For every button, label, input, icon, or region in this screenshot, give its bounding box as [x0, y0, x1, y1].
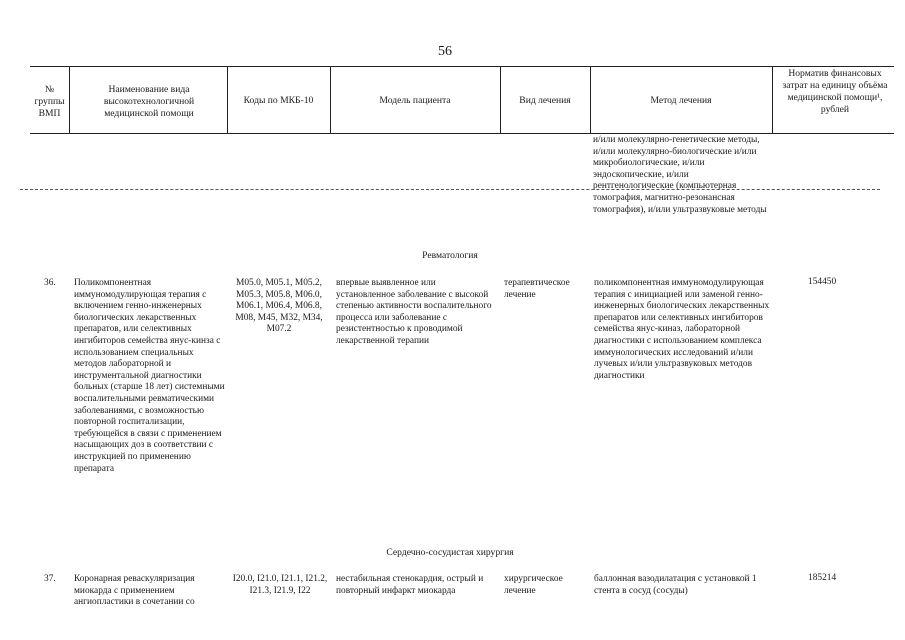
row-36-type: терапевтическое лечение: [504, 278, 570, 300]
header-type: Вид лечения: [519, 95, 571, 106]
row-36-num: 36.: [44, 278, 56, 288]
header-norm: Норматив финансовых затрат на единицу объёма медицинской помощи¹, рублей: [782, 68, 888, 115]
row-37-method: баллонная вазодилатация с установкой 1 стента в сосуд (сосуды): [594, 574, 757, 596]
row-36-method: поликомпонентная иммуномодулирующая терапия с инициацией или заменой генно-инженерных биологических лекарственных препаратов или селективных ингибиторов семейства янус-киназ, лабораторной диагностики с использованием комплекса иммунологических исследований и/или лучевых и/или ультразвуковых методов диагностики: [594, 278, 770, 381]
header-group-num: № группы ВМП: [34, 84, 65, 119]
row-37-name: Коронарная реваскуляризация миокарда с применением ангиопластики в сочетании со: [74, 574, 195, 608]
section-title-rheumatology: Ревматология: [422, 250, 478, 261]
col-divider-1: [69, 66, 70, 133]
row-36-icd: M05.0, M05.1, M05.2, M05.3, M05.8, M06.0, M06.1, M06.4, M06.8, M08, M45, M32, M34, M07.2: [235, 278, 323, 335]
scan-artifact-line: [20, 189, 880, 190]
header-method: Метод лечения: [650, 95, 712, 106]
method-continuation: и/или молекулярно-генетические методы, и/или молекулярно-биологические и/или микробиологические, и/или эндоскопические, и/или рентгенологические (компьютерная томография, магнитно-резонансная томография), и/или ультразвуковые методы: [593, 135, 767, 215]
row-36-name: Поликомпонентная иммуномодулирующая терапия с включением генно-инженерных биологических лекарственных препаратов, или селективных ингибиторов семейства янус-кинза с использованием специальных методов лабораторной и инструментальной диагностики больных (старше 18 лет) системными воспалительными ревматическими заболеваниями, с возможностью повторной госпитализации, требующейся в связи с применением насыщающих доз в соответствии с инструкцией по применению препарата: [74, 278, 225, 474]
row-37-icd: I20.0, I21.0, I21.1, I21.2, I21.3, I21.9, I22: [232, 574, 328, 596]
col-divider-6: [772, 66, 773, 133]
row-37-norm: 185214: [808, 573, 837, 583]
header-bottom-rule: [30, 133, 894, 134]
row-36-norm: 154450: [808, 277, 837, 287]
section-title-cardiovascular-surgery: Сердечно-сосудистая хирургия: [386, 547, 514, 558]
row-37-num: 37.: [44, 574, 56, 584]
row-36-model: впервые выявленное или установленное заболевание с высокой степенью активности воспалительного процесса или заболевание с резистентностью к проводимой лекарственной терапии: [336, 278, 492, 346]
header-model: Модель пациента: [379, 95, 451, 106]
row-37-type: хирургическое лечение: [504, 574, 563, 596]
header-name: Наименование вида высокотехнологичной медицинской помощи: [103, 84, 195, 119]
row-37-model: нестабильная стенокардия, острый и повторный инфаркт миокарда: [336, 574, 484, 596]
header-top-rule: [30, 66, 894, 67]
page-number: 56: [438, 44, 452, 59]
header-icd: Коды по МКБ-10: [243, 95, 314, 106]
